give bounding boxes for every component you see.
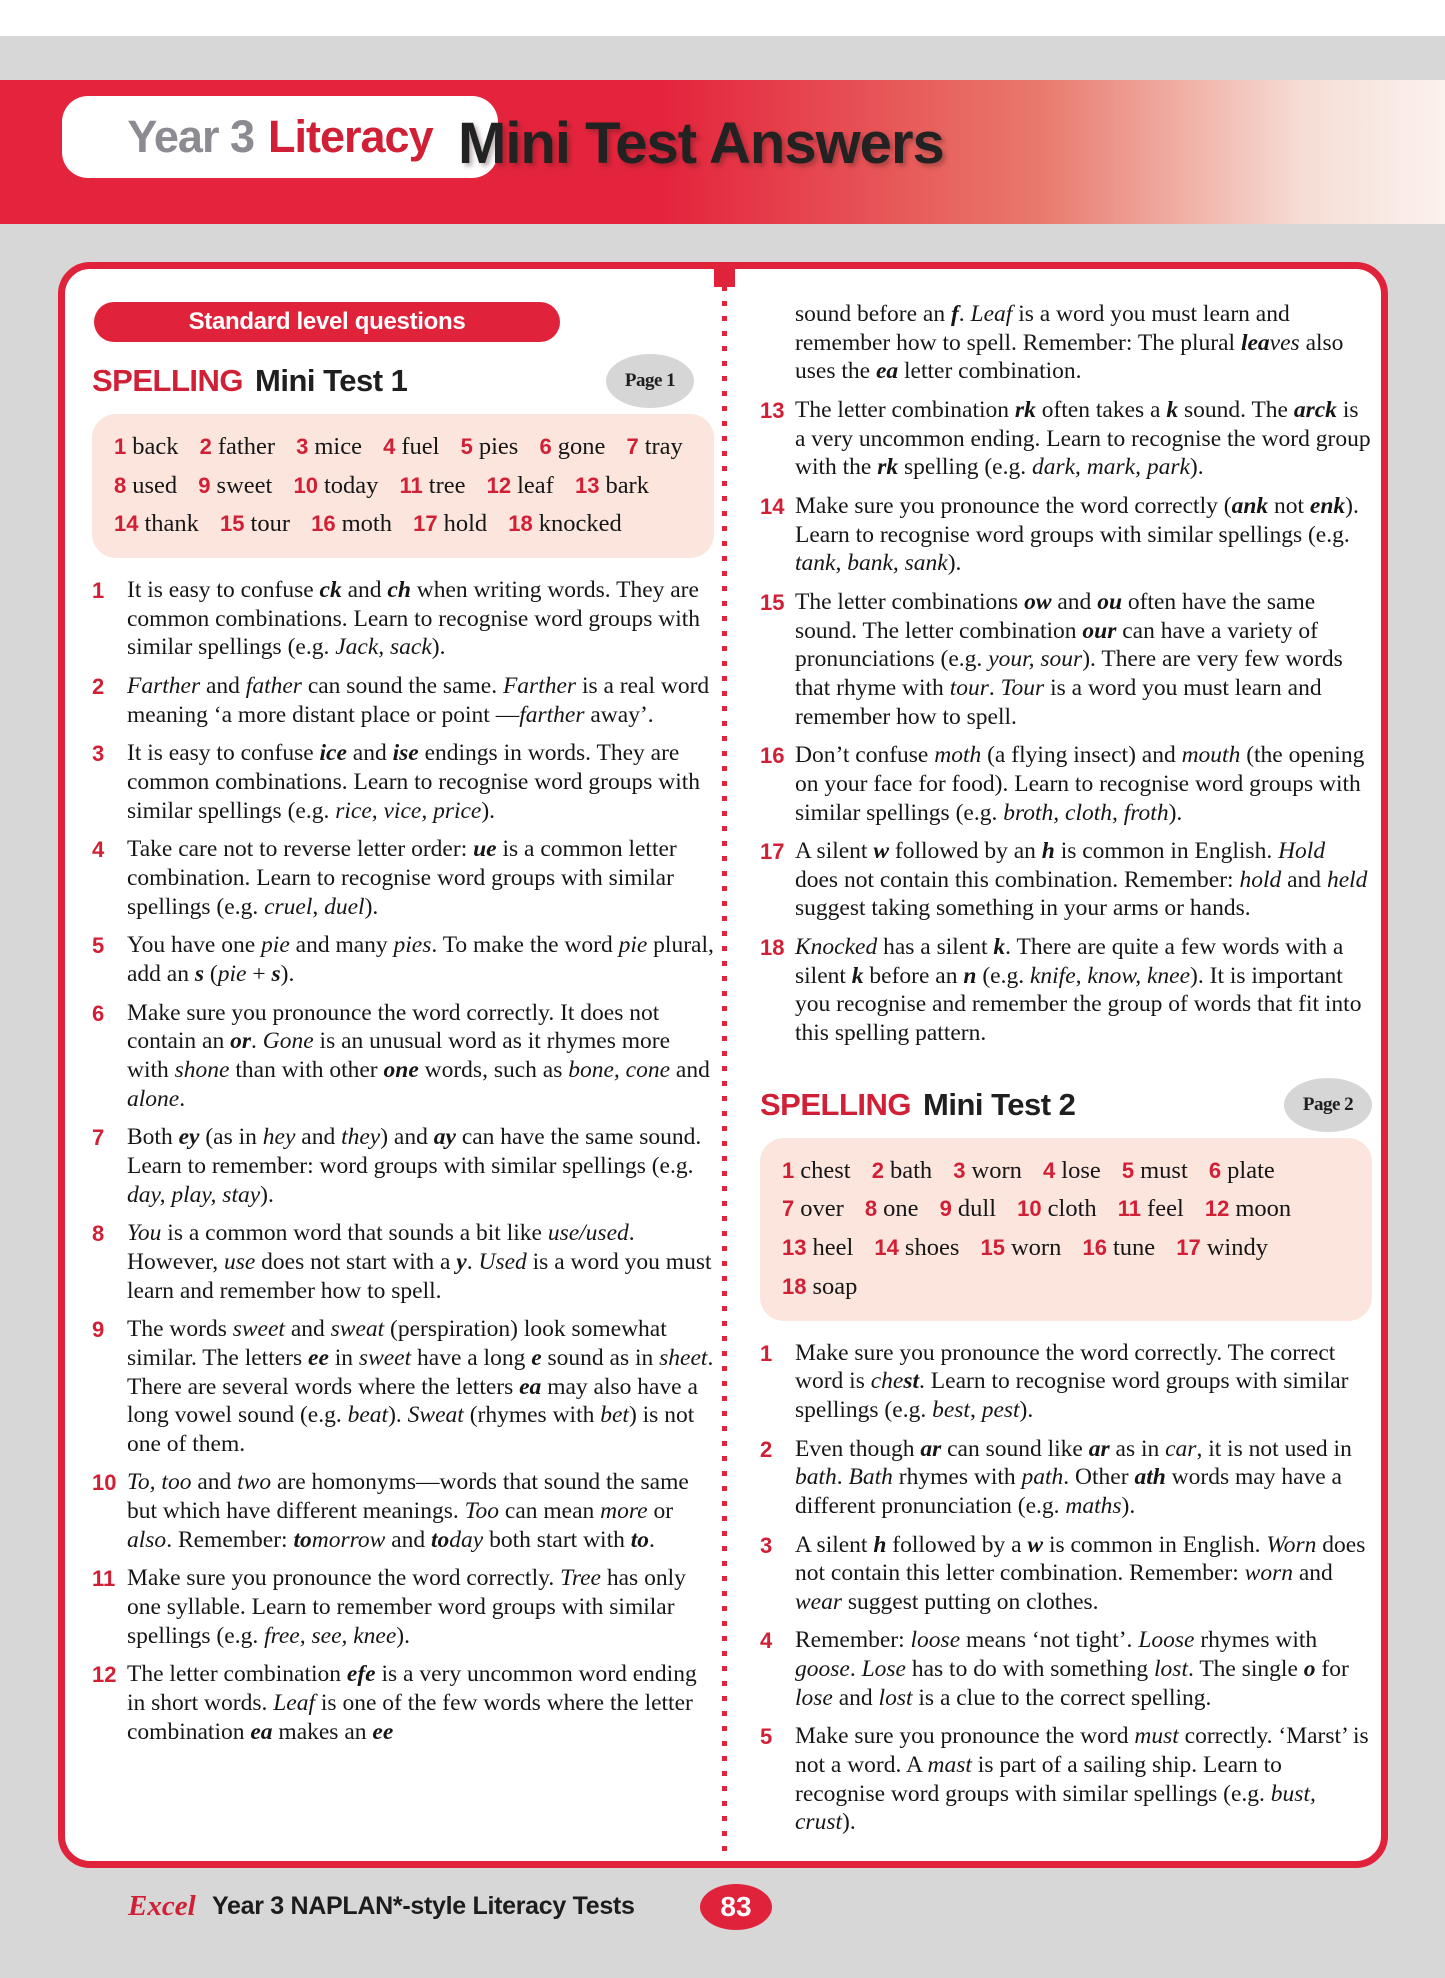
answer-word: hold: [443, 510, 488, 538]
explanation-list-test2: [760, 1339, 1372, 1838]
answer-key-entry: [114, 510, 199, 537]
item-text: The words sweet and sweat (perspiration) look somewhat similar. The letters ee in sweet have a long e sound as in sheet. There are several words where the letters ea may also have a long vowel sound (e.g. beat). Sweat (rhymes with bet) is not one of them.: [127, 1316, 714, 1457]
answer-key-entry: [980, 1234, 1061, 1261]
pill-subject-label: Literacy: [268, 111, 433, 162]
explanation-item: [760, 396, 1372, 482]
answer-key-entry: [114, 433, 179, 460]
item-text: Make sure you pronounce the word must correctly. ‘Marst’ is not a word. A mast is part of a sailing ship. Learn to recognise word groups with similar spellings (e.g. bust, crust).: [795, 1723, 1369, 1836]
item-number: 9: [92, 1317, 105, 1343]
answer-number: 3: [296, 434, 309, 459]
answer-number: 3: [953, 1157, 966, 1183]
header-band: [0, 80, 1445, 224]
column-divider: [722, 286, 727, 1856]
answer-word: sweet: [216, 471, 273, 499]
answer-key-entry: [413, 510, 487, 537]
answer-key-entry: [1122, 1157, 1188, 1184]
answer-key-entry: [1176, 1234, 1268, 1261]
item-text: It is easy to confuse ck and ch when writing words. They are common combinations. Learn to recognise word groups with similar spellings (e.g. Jack, sack).: [127, 577, 701, 661]
item-number: 1: [92, 578, 105, 604]
answer-word: worn: [971, 1156, 1022, 1184]
answer-key-entry: [782, 1157, 851, 1184]
answer-key-entry: [296, 433, 362, 460]
answer-word: shoes: [904, 1234, 960, 1262]
answer-number: 6: [1208, 1157, 1222, 1183]
answer-key-entry: [1043, 1157, 1101, 1184]
item-number: 4: [92, 837, 105, 863]
answer-key-entry: [782, 1273, 857, 1300]
answer-number: 15: [220, 511, 245, 537]
explanation-item: [760, 933, 1372, 1048]
answer-number: 18: [782, 1273, 807, 1299]
answer-number: 11: [1117, 1196, 1142, 1222]
item-number: 2: [92, 674, 105, 700]
answer-key-entry: [220, 510, 290, 537]
answer-number: 14: [114, 511, 139, 537]
brand-logo: Excel: [128, 1890, 196, 1922]
answer-word: gone: [557, 433, 606, 460]
explanation-item: [760, 741, 1372, 827]
item-text: The letter combinations ow and ou often have the same sound. The letter combination our can have a variety of pronunciations (e.g. your, sour). There are very few words that rhyme with tour. Tour is a word you must learn and remember how to spell.: [795, 588, 1343, 730]
right-column: [760, 296, 1372, 1837]
item-text: You is a common word that sounds a bit like use/used. However, use does not start with a y. Used is a word you must learn and remember how to spell.: [127, 1220, 712, 1304]
answer-number: 1: [782, 1157, 795, 1183]
answer-number: 13: [574, 472, 600, 498]
item-number: 5: [760, 1724, 773, 1750]
explanation-item: [92, 999, 714, 1114]
item-text: Even though ar can sound like ar as in car, it is not used in bath. Bath rhymes with path. Other ath words may have a different pronunciation (e.g. maths).: [795, 1435, 1352, 1519]
explanation-item: [92, 1660, 714, 1746]
item-number: 2: [760, 1436, 773, 1462]
answer-number: 16: [1082, 1235, 1107, 1261]
answer-word: must: [1140, 1156, 1188, 1184]
answer-key-entry: [1118, 1195, 1184, 1222]
answer-number: 2: [199, 434, 212, 459]
answer-number: 10: [1017, 1196, 1042, 1222]
answer-word: one: [883, 1195, 919, 1223]
section-label: SPELLING: [92, 363, 244, 398]
answer-key-entry: [874, 1234, 959, 1261]
explanation-item: [760, 1531, 1372, 1617]
answer-word: today: [323, 471, 379, 499]
item-number: 3: [760, 1532, 773, 1558]
item-12-continuation: sound before an f. Leaf is a word you must learn and remember how to spell. Remember: The plural leaves also uses the ea letter combination.: [795, 301, 1344, 385]
answer-number: 7: [626, 434, 639, 459]
answer-key-entry: [508, 510, 621, 537]
answer-number: 11: [399, 472, 423, 498]
answer-key-entry: [400, 472, 466, 499]
answer-key-entry: [293, 472, 378, 499]
explanation-list-test1-continued: [760, 396, 1372, 1048]
answer-number: 5: [460, 434, 473, 459]
item-text: Remember: loose means ‘not tight’. Loose rhymes with goose. Lose has to do with something lost. The single o for lose and lost is a clue to the correct spelling.: [795, 1627, 1349, 1711]
explanation-item: [92, 1468, 714, 1554]
answer-number: 12: [486, 472, 512, 498]
section-title: Mini Test 1: [255, 363, 408, 398]
page-top-margin: [0, 0, 1445, 36]
answer-key-entry: [865, 1195, 919, 1222]
explanation-item: [760, 1626, 1372, 1712]
explanation-item: [92, 835, 714, 921]
item-text: A silent w followed by an h is common in English. Hold does not contain this combination. Remember: hold and held suggest taking something in your arms or hands.: [795, 838, 1368, 922]
answer-number: 17: [413, 511, 438, 537]
answer-number: 4: [383, 434, 396, 459]
explanation-item: [92, 1219, 714, 1305]
answer-word: knocked: [538, 510, 622, 538]
item-text: Make sure you pronounce the word correctly. It does not contain an or. Gone is an unusual word as it rhymes more with shone than with other one words, such as bone, cone and alone.: [127, 999, 710, 1112]
answer-key-entry: [311, 510, 392, 537]
answer-number: 4: [1043, 1157, 1056, 1183]
page-ref-badge: Page 2: [1284, 1078, 1372, 1132]
answer-word: pies: [478, 433, 519, 460]
answer-key-entry: [953, 1157, 1022, 1184]
section-label: SPELLING: [760, 1086, 912, 1122]
explanation-item: [92, 1315, 714, 1458]
item-text: The letter combination efe is a very uncommon word ending in short words. Leaf is one of the few words where the letter combination ea makes an ee: [127, 1661, 697, 1745]
item-text: Both ey (as in hey and they) and ay can have the same sound. Learn to remember: word groups with similar spellings (e.g. day, play, stay).: [127, 1124, 702, 1208]
answer-word: tune: [1112, 1234, 1156, 1262]
answer-word: bark: [605, 471, 649, 499]
item-number: 16: [760, 743, 785, 769]
answer-number: 9: [939, 1196, 952, 1222]
answer-number: 14: [874, 1235, 899, 1261]
answer-key-entry: [872, 1157, 932, 1184]
answer-word: windy: [1206, 1234, 1268, 1262]
answer-key-entry: [383, 433, 439, 460]
answer-word: worn: [1010, 1234, 1062, 1262]
answer-number: 15: [980, 1235, 1005, 1261]
answer-word: father: [217, 433, 275, 460]
left-column: [92, 296, 714, 1746]
answer-word: mice: [314, 433, 362, 460]
answer-word: moon: [1235, 1195, 1292, 1223]
answer-key-entry: [198, 472, 272, 499]
section-heading-test2: [760, 1078, 1372, 1132]
explanation-item: [760, 588, 1372, 731]
answer-number: 9: [198, 472, 211, 498]
item-text: The letter combination rk often takes a k sound. The arck is a very uncommon ending. Learn to recognise the word group with the rk spelling (e.g. dark, mark, park).: [795, 396, 1371, 481]
answer-word: moth: [341, 510, 392, 538]
answer-number: 17: [1176, 1235, 1201, 1261]
item-number: 17: [760, 839, 785, 865]
answer-word: heel: [812, 1234, 854, 1262]
answer-word: back: [132, 433, 179, 460]
explanation-item: [92, 739, 714, 825]
explanation-item: [760, 1339, 1372, 1425]
answer-key-entry: [626, 433, 682, 460]
answer-word: tray: [644, 433, 683, 460]
answer-word: chest: [800, 1156, 851, 1184]
item-number: 15: [760, 589, 785, 615]
item-text: Knocked has a silent k. There are quite a few words with a silent k before an n (e.g. knife, know, knee). It is important you recognise and remember the group of words that fit into this spelling pattern.: [795, 934, 1362, 1047]
answer-number: 10: [293, 472, 318, 498]
explanation-item: [760, 837, 1372, 923]
series-title: Year 3 NAPLAN*-style Literacy Tests: [212, 1892, 635, 1920]
answer-word: cloth: [1047, 1195, 1097, 1223]
explanation-item: [92, 576, 714, 662]
section-title: Mini Test 2: [923, 1086, 1076, 1122]
answer-number: 8: [114, 472, 127, 498]
answer-key-box-test2: [760, 1138, 1372, 1321]
item-number: 7: [92, 1125, 105, 1151]
answer-number: 7: [782, 1196, 795, 1222]
answer-key-entry: [114, 472, 177, 499]
item-number: 8: [92, 1221, 105, 1247]
answer-word: tour: [250, 510, 290, 538]
answer-key-entry: [782, 1195, 844, 1222]
item-text: A silent h followed by a w is common in English. Worn does not contain this letter combination. Remember: worn and wear suggest putting on clothes.: [795, 1531, 1366, 1615]
item-text: Make sure you pronounce the word correctly. The correct word is chest. Learn to recognise word groups with similar spellings (e.g. best, pest).: [795, 1339, 1349, 1423]
item-text: Make sure you pronounce the word correctly (ank not enk). Learn to recognise word groups with similar spellings (e.g. tank, bank, sank).: [795, 492, 1359, 577]
answer-word: tree: [428, 471, 466, 499]
item-number: 14: [760, 493, 785, 519]
item-number: 13: [760, 397, 785, 423]
answer-key-entry: [200, 433, 275, 460]
answer-number: 18: [508, 511, 533, 537]
answer-key-entry: [575, 472, 649, 499]
answer-word: bath: [889, 1156, 933, 1184]
answer-word: thank: [144, 510, 199, 538]
section-heading-test1: [92, 354, 714, 408]
page-number-badge: 83: [700, 1884, 772, 1930]
answer-key-box-test1: [92, 414, 714, 558]
answer-key-entry: [940, 1195, 996, 1222]
explanation-item: [92, 672, 714, 729]
footer: [0, 1882, 1445, 1942]
answer-number: 8: [864, 1196, 878, 1222]
explanation-item: [760, 492, 1372, 578]
item-number: 4: [760, 1628, 773, 1654]
answer-word: lose: [1061, 1156, 1101, 1184]
item-number: 11: [92, 1566, 116, 1592]
pill-year-label: Year 3: [127, 111, 255, 162]
item-text: Make sure you pronounce the word correctly. Tree has only one syllable. Learn to remember word groups with similar spellings (e.g. free, see, knee).: [127, 1565, 686, 1649]
answer-word: dull: [957, 1195, 997, 1223]
answer-word: soap: [812, 1272, 858, 1300]
answer-key-entry: [487, 472, 554, 499]
explanation-item: [92, 931, 714, 988]
answer-number: 1: [114, 434, 127, 459]
answer-word: feel: [1147, 1195, 1184, 1223]
item-text: You have one pie and many pies. To make the word pie plural, add an s (pie + s).: [127, 932, 714, 987]
answer-word: over: [800, 1195, 844, 1223]
item-number: 10: [92, 1470, 117, 1496]
explanation-list-test1: [92, 576, 714, 1746]
answer-word: leaf: [517, 471, 554, 499]
item-number: 3: [92, 741, 105, 767]
item-text: Take care not to reverse letter order: ue is a common letter combination. Learn to recognise word groups with similar spellings (e.g. cruel, duel).: [127, 836, 677, 920]
answer-word: used: [132, 471, 178, 499]
page-title: Mini Test Answers: [458, 111, 944, 176]
item-text: Farther and father can sound the same. Farther is a real word meaning ‘a more distant place or point —farther away’.: [127, 673, 710, 728]
item-text: It is easy to confuse ice and ise endings in words. They are common combinations. Learn to recognise word groups with similar spellings (e.g. rice, vice, price).: [127, 740, 701, 824]
answer-key-entry: [1017, 1195, 1096, 1222]
item-number: 12: [92, 1662, 117, 1688]
answer-number: 12: [1204, 1196, 1230, 1222]
item-number: 18: [760, 935, 785, 961]
answer-number: 6: [539, 434, 552, 459]
answer-number: 5: [1121, 1157, 1135, 1183]
year-level-pill: [62, 96, 498, 178]
answer-key-entry: [1209, 1157, 1275, 1184]
item-number: 6: [92, 1000, 105, 1026]
answer-word: plate: [1227, 1156, 1275, 1184]
answer-number: 2: [871, 1157, 884, 1183]
answer-key-entry: [782, 1234, 853, 1261]
answer-number: 13: [782, 1235, 807, 1261]
item-text: Don’t confuse moth (a flying insect) and mouth (the opening on your face for food). Learn to recognise word groups with similar spellings (e.g. broth, cloth, froth).: [795, 742, 1365, 826]
explanation-item: [92, 1123, 714, 1209]
page-ref-badge: Page 1: [606, 354, 694, 408]
answer-word: fuel: [401, 433, 440, 460]
explanation-item: [760, 1435, 1372, 1521]
item-text: To, too and two are homonyms—words that sound the same but which have different meanings. Too can mean more or also. Remember: tomorrow and today both start with to.: [127, 1469, 689, 1553]
item-number: 5: [92, 933, 105, 959]
explanation-item: [760, 1722, 1372, 1837]
standard-level-banner: Standard level questions: [94, 302, 560, 342]
answer-number: 16: [311, 511, 336, 537]
answer-key-entry: [461, 433, 519, 460]
answer-key-entry: [1082, 1234, 1155, 1261]
answer-key-entry: [1205, 1195, 1291, 1222]
explanation-item: [92, 1564, 714, 1650]
answer-key-entry: [539, 433, 605, 460]
column-divider-tab: [714, 266, 735, 287]
item-number: 1: [760, 1340, 773, 1366]
